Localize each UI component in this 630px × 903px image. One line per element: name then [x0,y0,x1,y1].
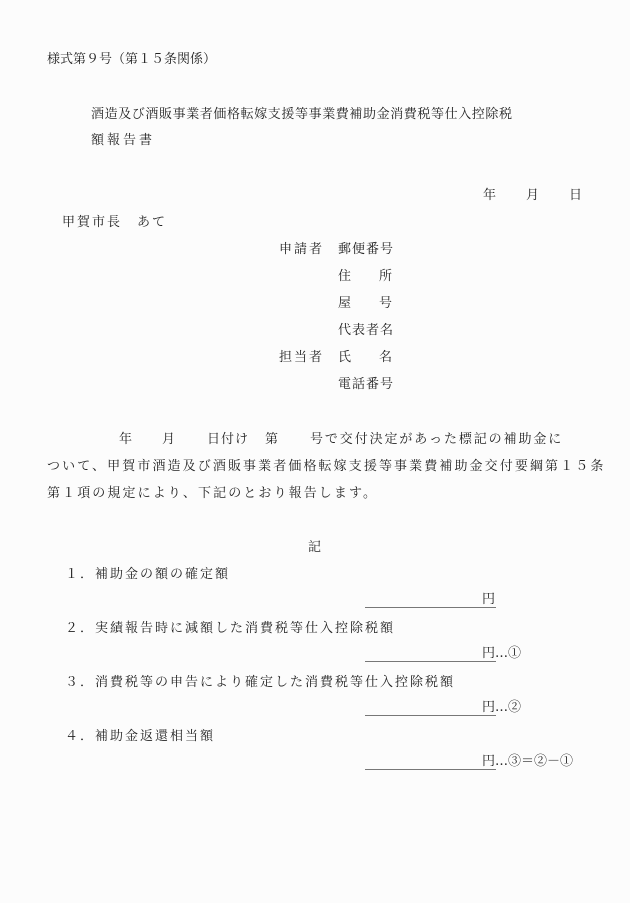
field-phone-number [338,377,395,393]
body-line3: 第１項の規定により、下記のとおり報告します。 [47,486,379,501]
item-3-unit [482,700,521,716]
field-label: 住 [338,269,352,284]
item-2-label: ２．実績報告時に減額した消費税等仕入控除税額 [65,621,396,636]
item-3-label: ３．消費税等の申告により確定した消費税等仕入控除税額 [65,675,456,690]
item-4-amount-blank[interactable] [365,769,496,770]
item-3-amount-blank[interactable] [365,715,496,716]
item-2-unit [482,646,521,662]
ki-heading: 記 [308,540,322,555]
body-number-prefix: 第 [265,432,279,447]
field-label-tail: 号 [378,296,392,311]
yen-unit: 円 [482,592,496,607]
field-representative-name [338,323,395,339]
date-year-label: 年 [483,188,497,203]
body-month-label: 月 [162,432,176,447]
applicant-role-label: 申請者 [279,242,325,257]
item-4-unit [482,754,573,770]
item-4-label: ４．補助金返還相当額 [65,729,216,744]
addressee: 甲賀市長 あて [62,215,168,230]
item-2-suffix: …① [495,646,522,661]
yen-unit: 円 [482,700,496,715]
item-1-unit [482,592,495,608]
yen-unit: 円 [482,646,496,661]
date-month-label: 月 [526,188,540,203]
date-day-label: 日 [569,188,583,203]
item-2-amount-blank[interactable] [365,661,496,662]
contact-role-label: 担当者 [279,350,325,365]
body-year-label: 年 [119,432,133,447]
field-trade-name [338,296,392,312]
field-label: 屋 [338,296,352,311]
yen-unit: 円 [482,754,496,769]
item-1-amount-blank[interactable] [365,607,496,608]
field-postal-code [338,242,395,258]
body-line2: ついて、甲賀市酒造及び酒販事業者価格転嫁支援等事業費補助金交付要綱第１５条 [47,459,606,474]
item-3-suffix: …② [495,700,522,715]
body-dated-label: 日付け [207,432,250,447]
field-label: 氏 [338,350,352,365]
field-contact-name [338,350,392,366]
body-line1-rest: 号で交付決定があった標記の補助金に [310,432,564,447]
document-title-line2: 額報告書 [91,133,156,148]
field-label: 電話番号 [338,377,395,392]
field-label-tail: 名 [378,350,392,365]
document-title-line1: 酒造及び酒販事業者価格転嫁支援等事業費補助金消費税等仕入控除税 [91,107,513,122]
item-1-label: １．補助金の額の確定額 [65,567,231,582]
field-label-tail: 所 [378,269,392,284]
form-number: 様式第９号（第１５条関係） [47,52,217,67]
field-label: 代表者名 [338,323,395,338]
field-address [338,269,392,285]
item-4-suffix: …③＝②－① [495,754,574,769]
field-label: 郵便番号 [338,242,395,257]
